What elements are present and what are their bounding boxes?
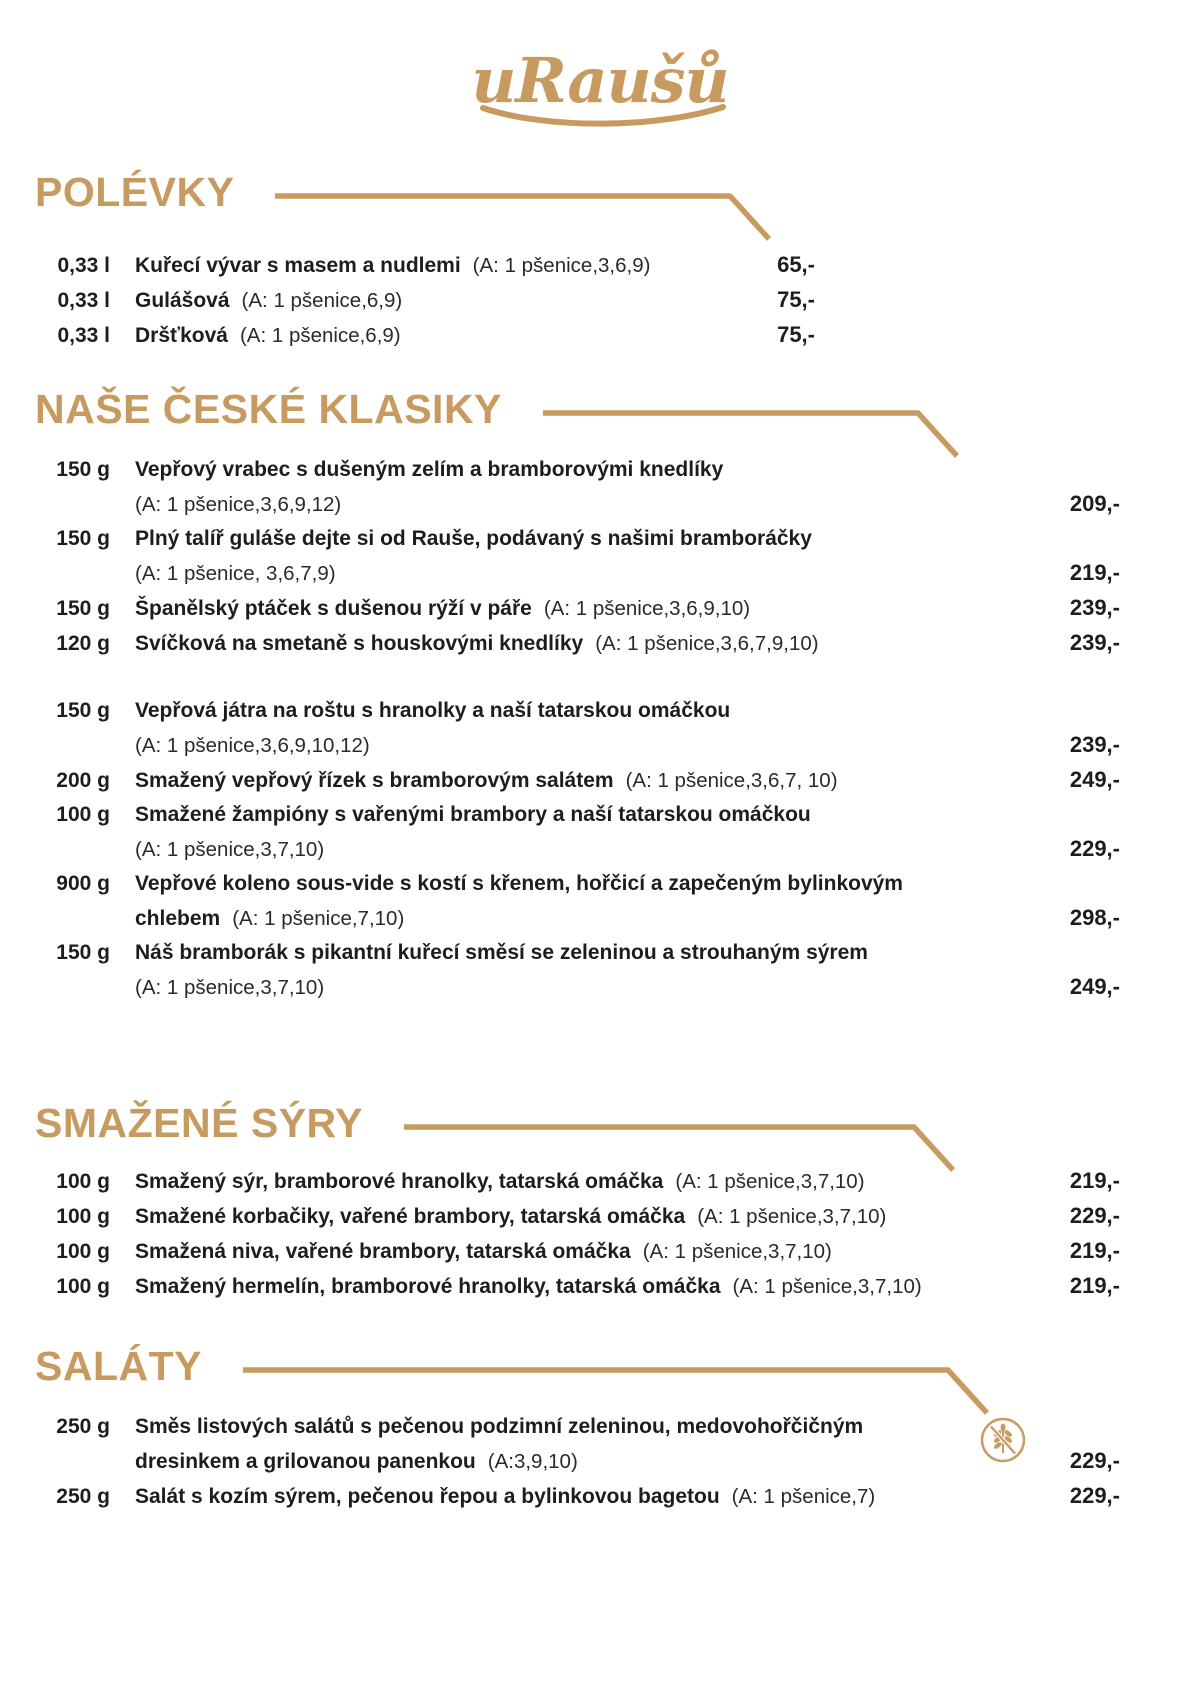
section-header-salaty — [35, 1340, 1165, 1392]
menu-item-text — [135, 319, 720, 353]
menu-item — [35, 1479, 1120, 1514]
menu-item-qty: 150 g — [56, 597, 110, 620]
menu-item-qty: 250 g — [56, 1415, 110, 1438]
menu-item-name: Směs listových salátů s pečenou podzimní zeleninou, medovohořčičným — [135, 1415, 864, 1438]
menu-item-name: Salát s kozím sýrem, pečenou řepou a bylinkovou bagetou — [135, 1485, 720, 1508]
menu-item-qty: 100 g — [56, 1170, 110, 1193]
menu-item-line — [35, 283, 815, 318]
menu-item-text — [135, 694, 1120, 728]
menu-item-qty: 0,33 l — [57, 324, 110, 347]
menu-item-qty: 200 g — [56, 769, 110, 792]
menu-item-price: 229,- — [1069, 1483, 1120, 1508]
restaurant-logo-text: uRaušů — [471, 44, 729, 117]
menu-item-line — [35, 556, 1120, 591]
menu-item-qty: 900 g — [56, 872, 110, 895]
menu-item-line — [35, 1164, 1120, 1199]
menu-item-qty: 100 g — [56, 1240, 110, 1263]
menu-item-name: Smažený sýr, bramborové hranolky, tatarská omáčka — [135, 1170, 664, 1193]
menu-item-price: 229,- — [1069, 1203, 1120, 1228]
menu-item — [35, 626, 1120, 661]
menu-item-line — [35, 798, 1120, 832]
menu-item-line — [35, 626, 1120, 661]
menu-item-allergens: (A: 1 pšenice,3,7,10) — [675, 1170, 865, 1193]
menu-item-line — [35, 936, 1120, 970]
menu-item — [35, 1199, 1120, 1234]
section-header-polevky — [35, 166, 1165, 218]
menu-item-line — [35, 694, 1120, 728]
menu-item-price: 249,- — [1069, 767, 1120, 792]
menu-item — [35, 522, 1120, 591]
menu-item-allergens: (A: 1 pšenice,3,6,7,9,10) — [595, 632, 819, 655]
menu-item — [35, 1164, 1120, 1199]
menu-item-qty: 100 g — [56, 1275, 110, 1298]
menu-item-text — [135, 971, 1025, 1005]
menu-item-name: Smažený hermelín, bramborové hranolky, tatarská omáčka — [135, 1275, 721, 1298]
section-items-syry — [35, 1164, 1120, 1304]
menu-item-price: 249,- — [1069, 974, 1120, 999]
menu-item-qty: 150 g — [56, 699, 110, 722]
menu-item-text — [135, 284, 720, 318]
menu-item-allergens: (A: 1 pšenice, 3,6,7,9) — [135, 562, 336, 585]
menu-item — [35, 1269, 1120, 1304]
menu-item-price: 239,- — [1069, 595, 1120, 620]
menu-item-name: Dršťková — [135, 324, 228, 347]
menu-item-allergens: (A: 1 pšenice,3,6,9,12) — [135, 493, 342, 516]
menu-item — [35, 248, 815, 283]
section-header-syry — [35, 1097, 1165, 1149]
menu-item-text — [135, 453, 1120, 487]
menu-item — [35, 798, 1120, 867]
menu-item-text — [135, 522, 1120, 556]
restaurant-logo — [471, 44, 728, 118]
menu-item-qty: 150 g — [56, 527, 110, 550]
menu-item-name: Smažený vepřový řízek s bramborovým salátem — [135, 769, 614, 792]
section-title: NAŠE ČESKÉ KLASIKY — [35, 386, 502, 432]
menu-item-name: Smažené korbačiky, vařené brambory, tatarská omáčka — [135, 1205, 686, 1228]
gluten-free-wheat-icon — [978, 1415, 1028, 1465]
menu-item-name: Smažené žampióny s vařenými brambory a naší tatarskou omáčkou — [135, 803, 811, 826]
menu-item-allergens: (A: 1 pšenice,3,6,9,10) — [543, 597, 751, 620]
menu-item-text — [135, 902, 1025, 936]
menu-item-line — [35, 487, 1120, 522]
menu-item-name: Svíčková na smetaně s houskovými knedlíky — [135, 632, 584, 655]
menu-item-allergens: (A:3,9,10) — [487, 1450, 578, 1473]
menu-item — [35, 867, 1120, 936]
menu-item-name-continued: chlebem — [135, 907, 221, 930]
menu-item-text — [135, 1270, 1025, 1304]
menu-item-price: 219,- — [1069, 1168, 1120, 1193]
menu-item-price: 239,- — [1069, 732, 1120, 757]
menu-item — [35, 283, 815, 318]
menu-item-line — [35, 1410, 1120, 1444]
menu-item-text — [135, 1480, 1025, 1514]
menu-item-price: 219,- — [1069, 1238, 1120, 1263]
menu-item-name: Smažená niva, vařené brambory, tatarská omáčka — [135, 1240, 631, 1263]
menu-item-allergens: (A: 1 pšenice,3,7,10) — [135, 976, 325, 999]
menu-item-price: 229,- — [1069, 1448, 1120, 1473]
menu-item-price: 209,- — [1069, 491, 1120, 516]
menu-item-price: 239,- — [1069, 630, 1120, 655]
menu-item-name: Španělský ptáček s dušenou rýží v páře — [135, 597, 532, 620]
menu-item-name: Vepřová játra na roštu s hranolky a naší tatarskou omáčkou — [135, 699, 731, 722]
menu-item — [35, 1234, 1120, 1269]
section-header-klasiky — [35, 383, 1165, 435]
menu-item-line — [35, 901, 1120, 936]
menu-item-text — [135, 729, 1025, 763]
menu-item-line — [35, 867, 1120, 901]
menu-item-line — [35, 1199, 1120, 1234]
menu-item-name: Plný talíř guláše dejte si od Rauše, podávaný s našimi bramboráčky — [135, 527, 812, 550]
menu-item-text — [135, 798, 1120, 832]
menu-item-text — [135, 627, 1025, 661]
menu-item-line — [35, 763, 1120, 798]
menu-item-price: 219,- — [1069, 560, 1120, 585]
menu-item-price: 75,- — [777, 287, 815, 312]
section-items-polevky — [35, 248, 815, 353]
menu-item-line — [35, 591, 1120, 626]
menu-item-price: 65,- — [777, 252, 815, 277]
menu-item — [35, 763, 1120, 798]
menu-item-line — [35, 318, 815, 353]
menu-item — [35, 591, 1120, 626]
section-title: POLÉVKY — [35, 169, 235, 215]
menu-item-qty: 150 g — [56, 458, 110, 481]
menu-item-text — [135, 557, 1025, 591]
section-items-klasiky — [35, 453, 1120, 1005]
menu-item-text — [135, 936, 1120, 970]
menu-item-text — [135, 249, 720, 283]
menu-item-price: 298,- — [1069, 905, 1120, 930]
menu-item-allergens: (A: 1 pšenice,3,7,10) — [135, 838, 325, 861]
menu-item-line — [35, 1269, 1120, 1304]
menu-item-qty: 0,33 l — [57, 254, 110, 277]
section-title: SMAŽENÉ SÝRY — [35, 1100, 363, 1146]
menu-item-name: Kuřecí vývar s masem a nudlemi — [135, 254, 461, 277]
logo-area — [35, 0, 1165, 132]
menu-item-text — [135, 488, 1025, 522]
menu-item-name: Gulášová — [135, 289, 230, 312]
menu-item-name-continued: dresinkem a grilovanou panenkou — [135, 1450, 476, 1473]
menu-item-text — [135, 592, 1025, 626]
menu-item-line — [35, 1234, 1120, 1269]
menu-item — [35, 1410, 1120, 1479]
menu-item-text — [135, 764, 1025, 798]
logo-swoosh-icon — [477, 104, 729, 130]
menu-item-text — [135, 833, 1025, 867]
menu-item-text — [135, 1165, 1025, 1199]
menu-item-allergens: (A: 1 pšenice,7,10) — [232, 907, 405, 930]
menu-item-line — [35, 970, 1120, 1005]
menu-item-allergens: (A: 1 pšenice,3,7,10) — [732, 1275, 922, 1298]
menu-item-allergens: (A: 1 pšenice,3,6,9) — [472, 254, 651, 277]
menu-item — [35, 453, 1120, 522]
section-rule — [272, 192, 772, 248]
menu-item — [35, 936, 1120, 1005]
menu-item — [35, 318, 815, 353]
menu-item-price: 219,- — [1069, 1273, 1120, 1298]
menu-item-price: 75,- — [777, 322, 815, 347]
menu-item-line — [35, 248, 815, 283]
menu-item-name: Vepřové koleno sous-vide s kostí s křenem, hořčicí a zapečeným bylinkovým — [135, 872, 903, 895]
menu-item-text — [135, 867, 1120, 901]
menu-item-qty: 100 g — [56, 803, 110, 826]
menu-item-line — [35, 1444, 1120, 1479]
menu-item-line — [35, 832, 1120, 867]
menu-item-allergens: (A: 1 pšenice,7) — [731, 1485, 876, 1508]
menu-item-text — [135, 1410, 1120, 1444]
menu-item — [35, 694, 1120, 763]
menu-item-allergens: (A: 1 pšenice,3,7,10) — [642, 1240, 832, 1263]
menu-item-line — [35, 453, 1120, 487]
menu-item-allergens: (A: 1 pšenice,6,9) — [239, 324, 401, 347]
menu-item-name: Náš bramborák s pikantní kuřecí směsí se zeleninou a strouhaným sýrem — [135, 941, 868, 964]
menu-item-qty: 0,33 l — [57, 289, 110, 312]
menu-item-name: Vepřový vrabec s dušeným zelím a bramborovými knedlíky — [135, 458, 724, 481]
menu-item-text — [135, 1200, 1025, 1234]
menu-item-allergens: (A: 1 pšenice,3,7,10) — [697, 1205, 887, 1228]
menu-item-qty: 150 g — [56, 941, 110, 964]
menu-item-text — [135, 1235, 1025, 1269]
menu-item-allergens: (A: 1 pšenice,3,6,9,10,12) — [135, 734, 370, 757]
menu-item-price: 229,- — [1069, 836, 1120, 861]
section-title: SALÁTY — [35, 1343, 202, 1389]
menu-item-qty: 100 g — [56, 1205, 110, 1228]
section-items-salaty — [35, 1410, 1120, 1514]
menu-item-text — [135, 1445, 1025, 1479]
menu-item-line — [35, 522, 1120, 556]
menu-item-line — [35, 728, 1120, 763]
menu-item-qty: 120 g — [56, 632, 110, 655]
menu-item-qty: 250 g — [56, 1485, 110, 1508]
menu-item-allergens: (A: 1 pšenice,6,9) — [241, 289, 403, 312]
menu-item-line — [35, 1479, 1120, 1514]
menu-item-allergens: (A: 1 pšenice,3,6,7, 10) — [625, 769, 838, 792]
